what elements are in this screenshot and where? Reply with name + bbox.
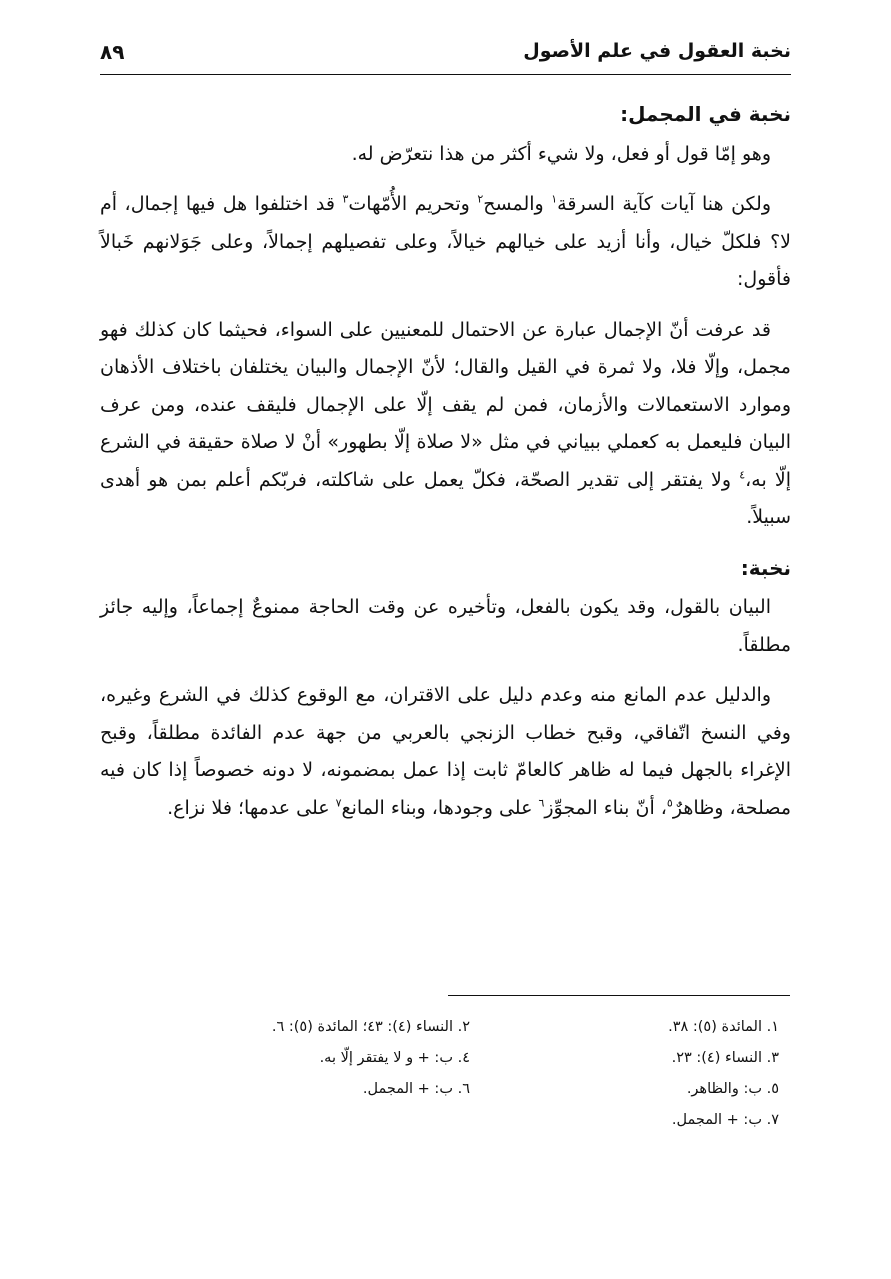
footnote-mark-2: ٢ (477, 192, 484, 206)
footnote-6: ٦. ب: + المجمل. (362, 1081, 470, 1097)
footnote-1: ١. المائدة (٥): ٣٨. (668, 1019, 779, 1035)
paragraph-2-text-c: وتحريم الأُمّهات (348, 193, 478, 215)
section-heading-mujmal: نخبة في المجمل: (620, 102, 791, 126)
paragraph-5-text-b: ، أنّ بناء المجوِّز (544, 796, 667, 819)
footnote-mark-3: ٣ (342, 192, 349, 206)
footnote-mark-6: ٦ (538, 796, 545, 810)
paragraph-3-text-b: ولا يفتقر إلى تقدير الصحّة، فكلّ يعمل على شاكلته، فربّكم أعلم بمن هو أهدى سبيلاً. (100, 468, 791, 528)
footnote-2: ٢. النساء (٤): ٤٣؛ المائدة (٥): ٦. (271, 1019, 470, 1035)
footnote-mark-1: ١ (551, 192, 558, 206)
paragraph-2 (100, 186, 791, 299)
paragraph-1 (100, 136, 791, 174)
footnote-mark-7: ٧ (335, 796, 342, 810)
footnote-3: ٣. النساء (٤): ٢٣. (671, 1050, 779, 1066)
paragraph-4 (100, 589, 791, 664)
page-number: ٨٩ (100, 40, 125, 64)
paragraph-2-text-d: قد اختلفوا هل فيها إجمال، أم لا؟ فلكلّ خيال، وأنا أزيد على خيالهم خيالاً، وعلى تفصيلهم إجمالاً، وعلى جَوَلانهم خَبالاً فأقول: (100, 193, 791, 290)
paragraph-5-text-a: والدليل عدم المانع منه وعدم دليل على الاقتران، مع الوقوع كذلك في الشرع وغيره، وفي النسخ اتّفاقي، وقبح خطاب الزنجي بالعربي من جهة عدم الفائدة مطلقاً، وقبح الإغراء بالجهل فيما له ظاهر كالعامّ ثابت إذا عمل بمضمونه، لا دونه خصوصاً إذا كان فيه مصلحة، وظاهرٌ (100, 684, 791, 819)
paragraph-5 (100, 677, 791, 827)
footnotes (100, 1012, 791, 1136)
footnote-separator (448, 995, 790, 996)
paragraph-4-text: البيان بالقول، وقد يكون بالفعل، وتأخيره عن وقت الحاجة ممنوعٌ إجماعاً، وإليه جائز مطلقاً. (100, 596, 791, 656)
paragraph-1-text: وهو إمّا قول أو فعل، ولا شيء أكثر من هذا نتعرّض له. (351, 142, 771, 165)
footnote-5: ٥. ب: والظاهر. (686, 1081, 779, 1097)
footnote-4: ٤. ب: + و لا يفتقر إلّا به. (319, 1050, 470, 1066)
paragraph-3 (100, 312, 791, 537)
paragraph-2-text-b: والمسح (483, 193, 552, 215)
footnote-7: ٧. ب: + المجمل. (671, 1112, 779, 1128)
footnote-mark-5: ٥ (666, 796, 673, 810)
paragraph-2-text-a: ولكن هنا آيات كآية السرقة (557, 193, 772, 215)
section-heading-nukhba: نخبة: (740, 555, 791, 580)
paragraph-5-text-c: على وجودها، وبناء المانع (341, 796, 539, 819)
paragraph-5-text-d: على عدمها؛ فلا نزاع. (167, 796, 336, 819)
main-text (100, 96, 791, 840)
page-header (100, 36, 791, 75)
running-title: نخبة العقول في علم الأصول (523, 40, 791, 62)
footnote-mark-4: ٤ (739, 468, 746, 482)
paragraph-3-text-a: قد عرفت أنّ الإجمال عبارة عن الاحتمال للمعنيين على السواء، فحيثما كان كذلك فهو مجمل، وإلّا فلا، ولا ثمرة في القيل والقال؛ لأنّ الإجمال والبيان يختلفان باختلاف الأذهان وموارد الاستعمالات والأزمان، فمن لم يقف إلّا على الإجمال فليقف عنده، ومن عرف البيان فليعمل به كعملي ببياني في مثل «لا صلاة إلّا بطهور» أنْ لا صلاة حقيقة في الشرع إلّا به، (100, 318, 792, 491)
